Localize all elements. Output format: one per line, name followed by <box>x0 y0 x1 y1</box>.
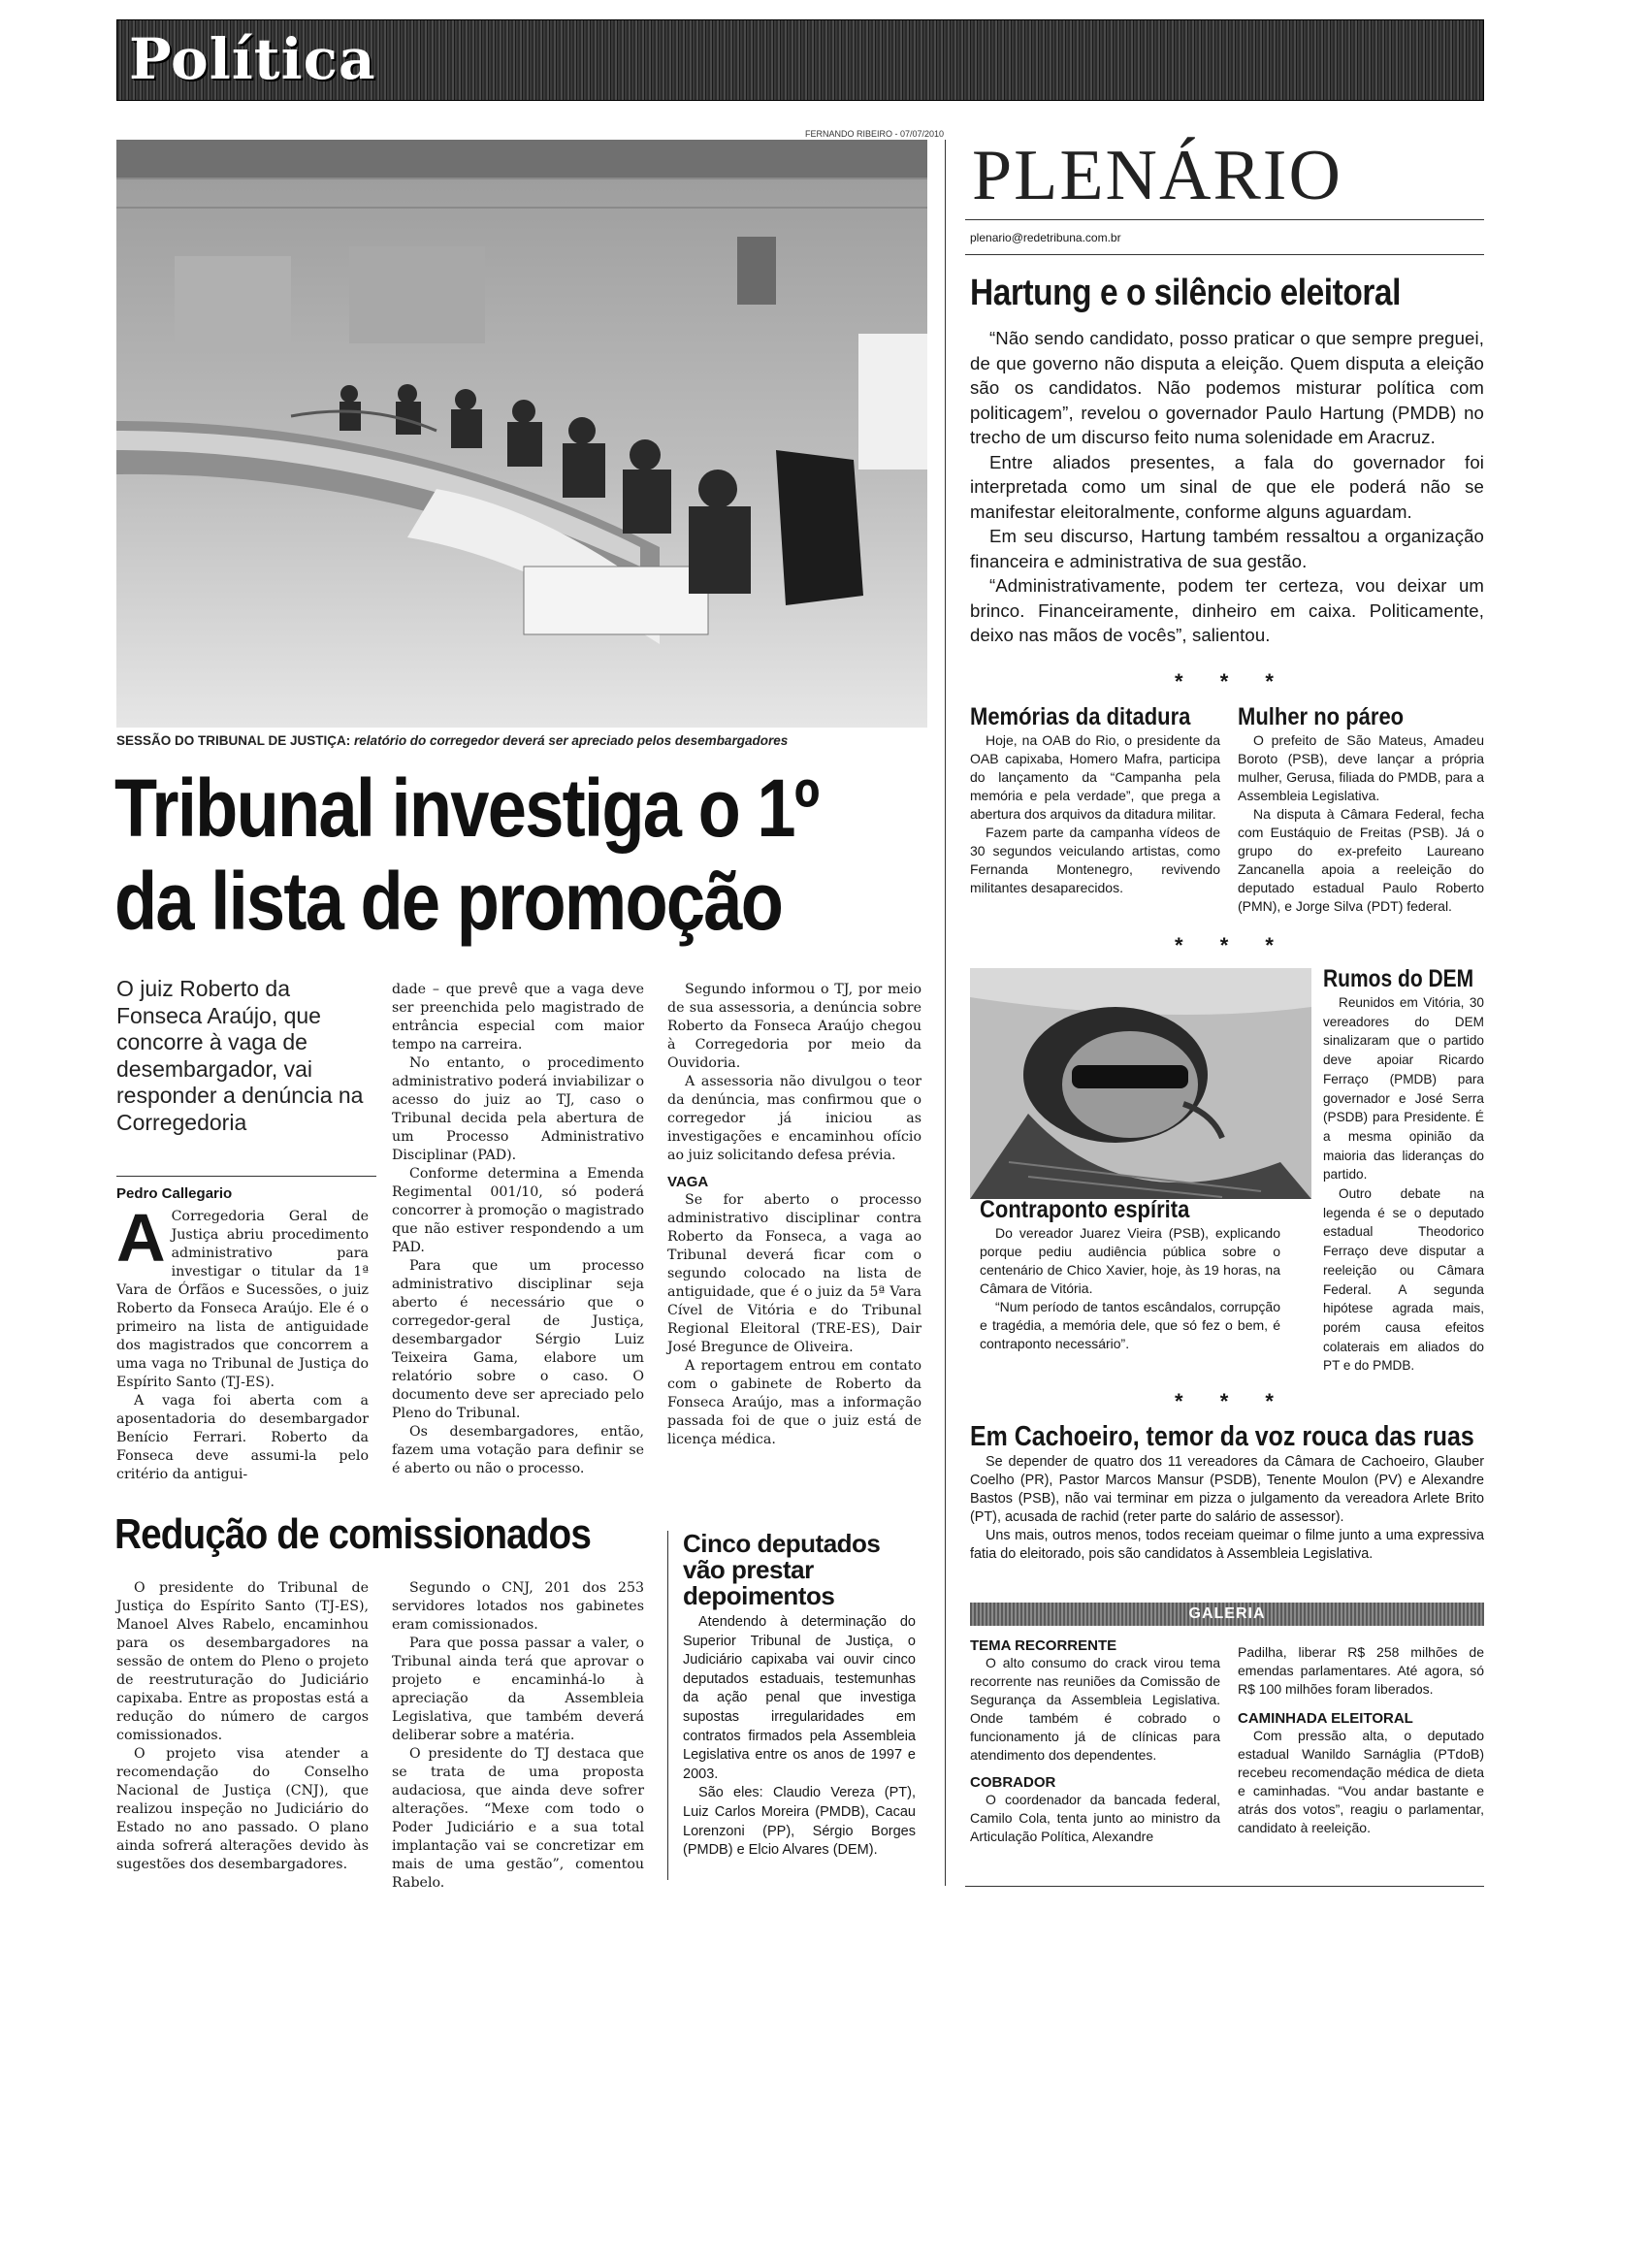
photo-credit: FERNANDO RIBEIRO - 07/07/2010 <box>805 129 945 139</box>
portrait-drawing <box>970 968 1311 1199</box>
galeria-t1-p: O alto consumo do crack virou tema recorrente nas reuniões da Comissão de Segurança da Assembleia Legislativa. Onde também é cobrado o funcionamento já de clínicas para atendimento dos dependentes. <box>970 1655 1220 1763</box>
subhead-vaga: VAGA <box>667 1174 709 1190</box>
box-story <box>683 1531 916 1861</box>
cachoeiro-title: Em Cachoeiro, temor da voz rouca das ruas <box>970 1421 1474 1452</box>
main-col2-p1: dade – que prevê que a vaga deve ser preenchida pelo magistrado de entrância especial com maior tempo na carreira. <box>392 982 644 1053</box>
galeria-t2-title: COBRADOR <box>970 1774 1056 1791</box>
second-headline: Redução de comissionados <box>114 1510 591 1558</box>
contraponto-block <box>980 1195 1280 1353</box>
main-col1-first: Corregedoria Geral de Justiça abriu procedimento administrativo para investigar o titular da 1ª Vara de Órfãos e Sucessões, o juiz Roberto da Fonseca Araújo. Ele é o primeiro na lista de antiguidade dos magistrados que concorrem a uma vaga no Tribunal de Justiça do Espírito Santo (TJ-ES). <box>116 1209 369 1390</box>
main-col3-p4: A reportagem entrou em contato com o gabinete de Roberto da Fonseca Araújo, mas a informação passada foi de que o juiz está de licença médica. <box>667 1358 922 1447</box>
rumos-p2: Outro debate na legenda é se o deputado estadual Theodorico Ferraço deve disputar a reeleição ou Câmara Federal. A segunda hipótese agrada mais, porém causa efeitos colaterais em aliados do PT e do PMDB. <box>1323 1186 1484 1374</box>
second-col2-p1: Segundo o CNJ, 201 dos 253 servidores lotados nos gabinetes eram comissionados. <box>392 1580 644 1633</box>
cachoeiro-p2: Uns mais, outros menos, todos receiam queimar o filme junto a uma expressiva fatia do eleitorado, pois são candidatos à Assembleia Legislativa. <box>970 1528 1484 1562</box>
separator-stars-1: * * * <box>1175 669 1289 694</box>
contraponto-title: Contraponto espírita <box>980 1196 1190 1223</box>
rumos-p1: Reunidos em Vitória, 30 vereadores do DEM sinalizaram que o partido deve apoiar Ricardo Ferraço (PMDB) para governador e José Serra (PSDB) para Presidente. É a mesma opinião da maioria das lideranças do partido. <box>1323 995 1484 1183</box>
second-col-1 <box>116 1579 369 1874</box>
vereador-portrait <box>970 968 1311 1199</box>
plenario-title: PLENÁRIO <box>972 136 1342 215</box>
main-col-2 <box>392 981 644 1478</box>
box-headline: Cinco deputados vão prestar depoimentos <box>683 1529 881 1610</box>
court-session-photo <box>116 140 927 728</box>
second-col2-p3: O presidente do TJ destaca que se trata de uma proposta audaciosa, que ainda deve sofrer alterações. “Mexe com todo o Poder Judiciário e a sua total implantação vai se concretizar em mais de uma gestão”, comentou Rabelo. <box>392 1746 644 1891</box>
contraponto-p1: Do vereador Juarez Vieira (PSB), explicando porque pediu audiência pública sobre o centenário de Chico Xavier, hoje, às 19 horas, na Câmara de Vitória. <box>980 1225 1280 1296</box>
contraponto-p2: “Num período de tantos escândalos, corrupção e tragédia, a memória dele, que só fez o bem, é contraponto necessário”. <box>980 1299 1280 1351</box>
galeria-t4-p: Com pressão alta, o deputado estadual Wanildo Sarnáglia (PTdoB) recebeu recomendação médica de dieta e caminhadas. “Vou andar bastante e atrás dos votos”, reagiu o parlamentar, candidato à reeleição. <box>1238 1728 1484 1835</box>
photo-caption <box>116 733 931 748</box>
second-col1-p2: O projeto visa atender a recomendação do Conselho Nacional de Justiça (CNJ), que realizou inspeção no Judiciário do Estado no ano passado. O plano ainda sofrerá alterações devido às sugestões dos desembargadores. <box>116 1746 369 1872</box>
main-headline <box>114 761 939 948</box>
drop-cap: A <box>116 1200 166 1276</box>
byline: Pedro Callegario <box>116 1185 233 1202</box>
galeria-t3-cont: Padilha, liberar R$ 258 milhões de emendas parlamentares. Até agora, só R$ 100 milhões foram liberados. <box>1238 1644 1484 1697</box>
cachoeiro-block <box>970 1420 1484 1564</box>
lead-p4: “Administrativamente, podem ter certeza, vou deixar um brinco. Financeiramente, dinheiro em caixa. Politicamente, deixo nas mãos de vocês”, salientou. <box>970 575 1484 645</box>
plenario-email: plenario@redetribuna.com.br <box>970 231 1121 244</box>
section-banner <box>116 19 1484 101</box>
second-col2-p2: Para que possa passar a valer, o Tribunal ainda terá que aprovar o projeto e encaminhá-lo à apreciação da Assembleia Legislativa, que também deverá deliberar sobre a matéria. <box>392 1636 644 1743</box>
mulher-p2: Na disputa à Câmara Federal, fecha com Eustáquio de Freitas (PSB). Já o grupo do ex-prefeito Laureano Zancanella apoia a reeleição do deputado estadual Paulo Roberto (PMN), e Jorge Silva (PDT) federal. <box>1238 806 1484 914</box>
memorias-p2: Fazem parte da campanha vídeos de 30 segundos veiculando artistas, como Fernanda Montenegro, revivendo militantes desaparecidos. <box>970 825 1220 895</box>
memorias-p1: Hoje, na OAB do Rio, o presidente da OAB capixaba, Homero Mafra, participa do lançamento da “Campanha pela memória e pela verdade”, que prega a abertura dos arquivos da ditadura militar. <box>970 732 1220 822</box>
rumos-title: Rumos do DEM <box>1323 965 1474 992</box>
story-deck: O juiz Roberto da Fonseca Araújo, que concorre à vaga de desembargador, vai responder a denúncia na Corregedoria <box>116 976 364 1135</box>
separator-stars-2: * * * <box>1175 933 1289 957</box>
galeria-t1-title: TEMA RECORRENTE <box>970 1637 1117 1654</box>
separator-stars-3: * * * <box>1175 1389 1289 1413</box>
plenario-lead-text <box>970 326 1484 648</box>
mulher-block <box>1238 702 1484 916</box>
headline-line-2: da lista de promoção <box>114 856 783 947</box>
mulher-title: Mulher no páreo <box>1238 703 1405 730</box>
memorias-block <box>970 702 1220 897</box>
main-col3-p2: A assessoria não divulgou o teor da denúncia, mas confirmou que o corregedor já iniciou as investigações e encaminhou ofício ao juiz solicitando defesa prévia. <box>667 1074 922 1163</box>
memorias-title: Memórias da ditadura <box>970 703 1191 730</box>
main-col2-p5: Os desembargadores, então, fazem uma votação para definir se é aberto ou não o processo. <box>392 1424 644 1476</box>
plenario-lead-headline: Hartung e o silêncio eleitoral <box>970 273 1401 313</box>
lead-p2: Entre aliados presentes, a fala do governador foi interpretada como um sinal de que ele poderá não se manifestar eleitoralmente, conforme alguns aguardam. <box>970 451 1484 522</box>
main-col2-p2: No entanto, o procedimento administrativo poderá inviabilizar o acesso do juiz ao TJ, caso o Tribunal decida pela abertura de um Processo Administrativo Disciplinar (PAD). <box>392 1055 644 1163</box>
mulher-p1: O prefeito de São Mateus, Amadeu Boroto (PSB), deve lançar a própria mulher, Gerusa, filiada do PMDB, para a Assembleia Legislativa. <box>1238 732 1484 803</box>
headline-line-1: Tribunal investiga o 1º <box>114 762 819 854</box>
lead-p1: “Não sendo candidato, posso praticar o que sempre preguei, de que governo não disputa a eleição. Quem disputa a eleição são os candidatos. Não podemos misturar política com politicagem”, revelou o governador Paulo Hartung (PMDB) no trecho de um discurso feito numa solenidade em Aracruz. <box>970 328 1484 447</box>
galeria-bar <box>970 1603 1484 1626</box>
box-p1: Atendendo à determinação do Superior Tribunal de Justiça, o Judiciário capixaba vai ouvir cinco deputados estaduais, testemunhas da ação penal que investiga supostas irregularidades em contratos firmados pela Assembleia Legislativa entre os anos de 1997 e 2003. <box>683 1614 916 1782</box>
section-title: Política <box>129 26 376 92</box>
galeria-col-1 <box>970 1637 1220 1846</box>
galeria-col-2 <box>1238 1643 1484 1837</box>
main-col2-p3: Conforme determina a Emenda Regimental 001/10, só poderá concorrer à promoção o magistrado que não estiver respondendo a um PAD. <box>392 1166 644 1255</box>
main-col-3 <box>667 981 922 1449</box>
main-col2-p4: Para que um processo administrativo disciplinar seja aberto é necessário que o corregedor-geral de Justiça, desembargador Sérgio Luiz Teixeira Gama, elabore um relatório sobre o caso. O documento deve ser apreciado pelo Pleno do Tribunal. <box>392 1258 644 1421</box>
lead-p3: Em seu discurso, Hartung também ressaltou a organização financeira e administrativa de sua gestão. <box>970 526 1484 571</box>
second-col1-p1: O presidente do Tribunal de Justiça do Espírito Santo (TJ-ES), Manoel Alves Rabelo, encaminhou para os desembargadores na sessão de ontem do Pleno o projeto de reestruturação do Judiciário capixaba. Entre as propostas está a redução do número de cargos comissionados. <box>116 1580 369 1743</box>
main-col3-p1: Segundo informou o TJ, por meio de sua assessoria, a denúncia sobre Roberto da Fonseca Araújo chegou à Corregedoria por meio da Ouvidoria. <box>667 982 922 1071</box>
box-p2: São eles: Claudio Vereza (PT), Luiz Carlos Moreira (PMDB), Cacau Lorenzoni (PP), Sérgio Borges (PMDB) e Elcio Alvares (DEM). <box>683 1785 916 1859</box>
second-col-2 <box>392 1579 644 1893</box>
main-col1-p2: A vaga foi aberta com a aposentadoria do desembargador Benício Ferrari. Roberto da Fonseca deve assumi-la pelo critério da antigui- <box>116 1393 369 1482</box>
rumos-block <box>1323 964 1484 1376</box>
main-col3-p3: Se for aberto o processo administrativo disciplinar contra Roberto da Fonseca, a vaga ao Tribunal deverá ficar com o segundo colocado na lista de antiguidade, que é o juiz da 5ª Vara Cível de Vitória e do Tribunal Regional Eleitoral (TRE-ES), Dair José Bregunce de Oliveira. <box>667 1192 922 1355</box>
court-photo-drawing <box>116 140 927 728</box>
caption-label: SESSÃO DO TRIBUNAL DE JUSTIÇA: <box>116 733 351 748</box>
galeria-t4-title: CAMINHADA ELEITORAL <box>1238 1710 1413 1727</box>
cachoeiro-p1: Se depender de quatro dos 11 vereadores da Câmara de Cachoeiro, Glauber Coelho (PR), Pastor Marcos Mansur (PSDB), Tenente Moulon (PV) e Alexandre Bastos (PSB), não vai terminar em pizza o julgamento da vereadora Arlete Brito (PT), acusada de rachid (reter parte do salário de assessor). <box>970 1454 1484 1525</box>
caption-text: relatório do corregedor deverá ser apreciado pelos desembargadores <box>354 733 789 748</box>
galeria-title: GALERIA <box>1188 1605 1266 1622</box>
galeria-t2-p: O coordenador da bancada federal, Camilo Cola, tenta junto ao ministro da Articulação Política, Alexandre <box>970 1792 1220 1844</box>
main-col-1 <box>116 1200 369 1484</box>
